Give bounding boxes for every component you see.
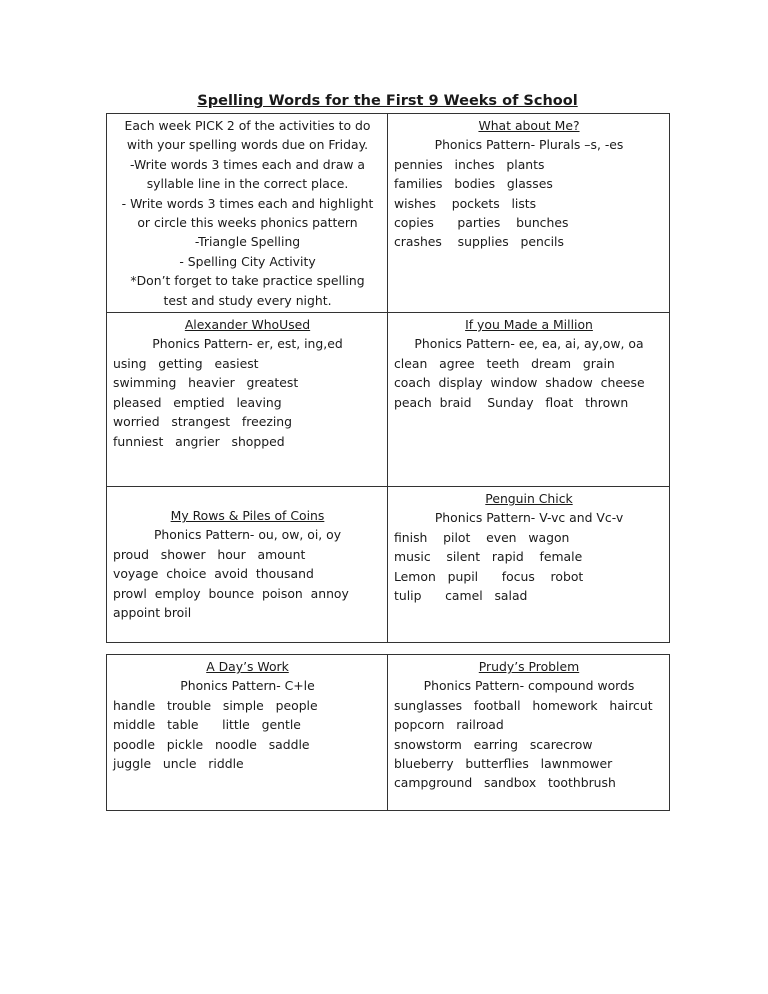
word-line: popcorn railroad xyxy=(394,717,504,733)
unit-cell xyxy=(107,487,388,643)
instruction-line: *Don’t forget to take practice spelling xyxy=(130,273,365,289)
word-line: peach braid Sunday float thrown xyxy=(394,394,629,410)
word-line: poodle pickle noodle saddle xyxy=(113,736,310,752)
word-line: Lemon pupil focus robot xyxy=(394,568,584,584)
unit-title: Prudy’s Problem xyxy=(478,659,580,674)
phonics-pattern: Phonics Pattern- C+le xyxy=(180,678,315,694)
unit-cell xyxy=(388,313,670,487)
unit-cell xyxy=(107,313,388,487)
unit-cell xyxy=(388,114,670,313)
word-line: blueberry butterflies lawnmower xyxy=(394,756,613,772)
table-row xyxy=(107,313,670,487)
unit-title: Alexander WhoUsed xyxy=(184,317,311,333)
word-line: funniest angrier shopped xyxy=(113,433,285,449)
phonics-pattern: Phonics Pattern- V-vc and Vc-v xyxy=(434,510,624,526)
unit-title: What about Me? xyxy=(478,118,580,133)
instruction-line: - Spelling City Activity xyxy=(179,253,316,269)
phonics-pattern: Phonics Pattern- Plurals –s, -es xyxy=(434,137,624,153)
spelling-table-bottom xyxy=(106,654,670,811)
word-line: middle table little gentle xyxy=(113,717,301,733)
word-line: clean agree teeth dream grain xyxy=(394,355,615,371)
phonics-pattern: Phonics Pattern- er, est, ing,ed xyxy=(152,336,343,352)
phonics-pattern: Phonics Pattern- compound words xyxy=(423,678,635,694)
word-line: worried strangest freezing xyxy=(113,414,292,430)
instructions-cell xyxy=(107,114,388,313)
word-line: voyage choice avoid thousand xyxy=(113,566,314,582)
unit-cell xyxy=(388,487,670,643)
word-line: finish pilot even wagon xyxy=(394,529,570,545)
page-title: Spelling Words for the First 9 Weeks of School xyxy=(197,93,578,109)
word-line: pennies inches plants xyxy=(394,156,545,172)
table-row xyxy=(107,487,670,643)
word-line: pleased emptied leaving xyxy=(113,394,282,410)
word-line: tulip camel salad xyxy=(394,588,528,604)
word-line: appoint broil xyxy=(113,605,192,621)
instruction-line: syllable line in the correct place. xyxy=(146,176,349,192)
word-line: snowstorm earring scarecrow xyxy=(394,736,593,752)
table-row xyxy=(107,655,670,811)
instruction-line: - Write words 3 times each and highlight xyxy=(121,195,374,211)
word-line: wishes pockets lists xyxy=(394,195,537,211)
instruction-line: or circle this weeks phonics pattern xyxy=(137,215,358,231)
word-line: crashes supplies pencils xyxy=(394,234,564,250)
phonics-pattern: Phonics Pattern- ou, ow, oi, oy xyxy=(153,527,342,543)
word-line: handle trouble simple people xyxy=(113,697,318,713)
instruction-line: test and study every night. xyxy=(163,292,332,308)
phonics-pattern: Phonics Pattern- ee, ea, ai, ay,ow, oa xyxy=(414,336,644,352)
unit-cell xyxy=(107,655,388,811)
unit-title: If you Made a Million xyxy=(465,317,593,333)
instruction-line: -Triangle Spelling xyxy=(194,234,301,250)
word-line: music silent rapid female xyxy=(394,549,583,565)
word-line: campground sandbox toothbrush xyxy=(394,775,616,791)
unit-title: Penguin Chick xyxy=(485,491,573,507)
word-line: families bodies glasses xyxy=(394,176,553,192)
word-line: swimming heavier greatest xyxy=(113,375,299,391)
instruction-line: Each week PICK 2 of the activities to do xyxy=(124,118,371,133)
unit-title: A Day’s Work xyxy=(206,659,289,674)
instruction-line: -Write words 3 times each and draw a xyxy=(130,156,365,172)
unit-cell xyxy=(388,655,670,811)
word-line: juggle uncle riddle xyxy=(113,756,244,772)
unit-title: My Rows & Piles of Coins xyxy=(170,508,325,524)
word-line: sunglasses football homework haircut xyxy=(394,697,653,713)
spelling-table-top xyxy=(106,113,670,643)
table-row xyxy=(107,114,670,313)
word-line: prowl employ bounce poison annoy xyxy=(113,585,349,601)
instruction-line: with your spelling words due on Friday. xyxy=(126,137,369,153)
word-line: using getting easiest xyxy=(113,355,259,371)
word-line: proud shower hour amount xyxy=(113,546,306,562)
word-line: copies parties bunches xyxy=(394,215,569,231)
word-line: coach display window shadow cheese xyxy=(394,375,645,391)
